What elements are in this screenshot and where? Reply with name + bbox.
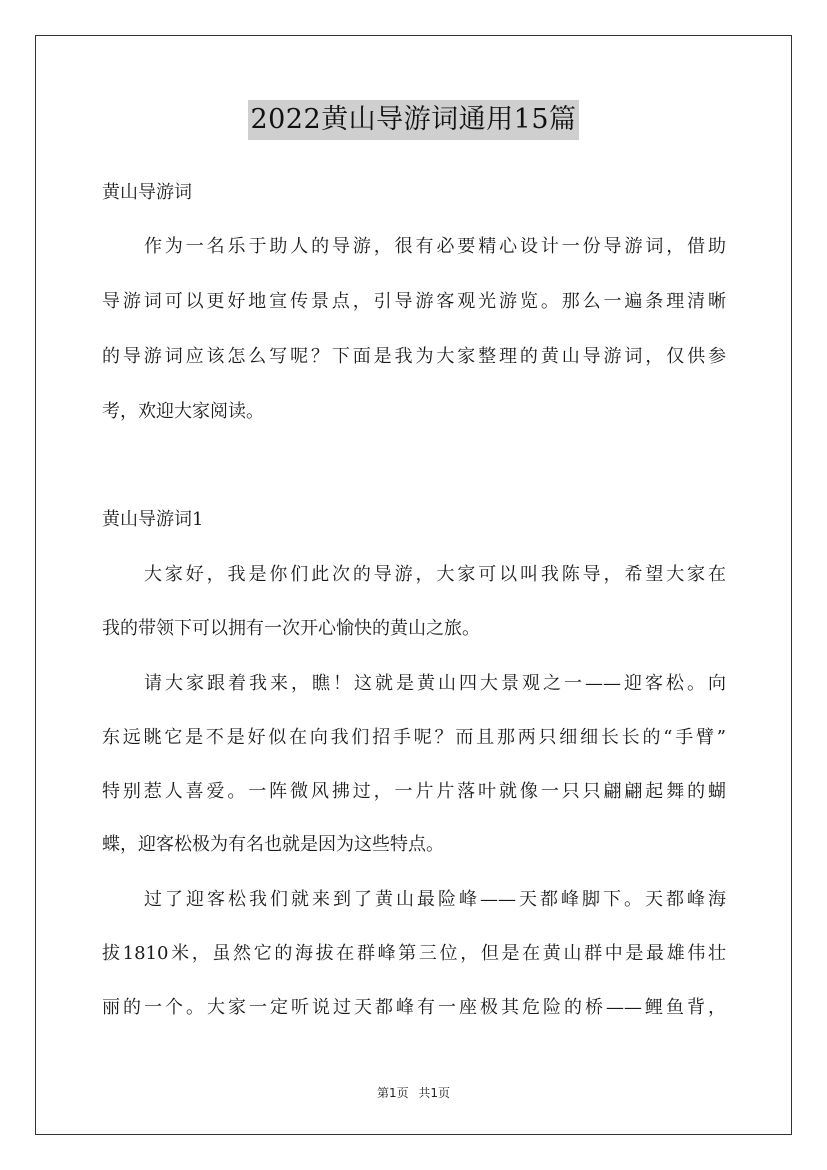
intro-line: 的导游词应该怎么写呢？下面是我为大家整理的黄山导游词，仅供参 <box>102 346 726 367</box>
body-line: 特别惹人喜爱。一阵微风拂过，一片片落叶就像一只只翩翩起舞的蝴 <box>102 781 726 802</box>
body-line: 请大家跟着我来，瞧！这就是黄山四大景观之一——迎客松。向 <box>144 673 726 694</box>
body-line: 大家好，我是你们此次的导游，大家可以叫我陈导，希望大家在 <box>144 564 726 585</box>
body-line: 拔1810米，虽然它的海拔在群峰第三位，但是在黄山群中是最雄伟壮 <box>102 943 726 964</box>
body-line: 蝶，迎客松极为有名也就是因为这些特点。 <box>102 834 444 855</box>
page-total: 共1页 <box>418 1086 451 1100</box>
title-container <box>0 100 827 140</box>
body-line: 东远眺它是不是好似在向我们招手呢？而且那两只细细长长的“手臂” <box>102 727 726 748</box>
intro-line: 导游词可以更好地宣传景点，引导游客观光游览。那么一遍条理清晰 <box>102 291 726 312</box>
body-line: 我的带领下可以拥有一次开心愉快的黄山之旅。 <box>102 618 480 639</box>
intro-line: 考，欢迎大家阅读。 <box>102 401 264 422</box>
page-footer <box>0 1084 827 1101</box>
body-line: 丽的一个。大家一定听说过天都峰有一座极其危险的桥——鲤鱼背， <box>102 997 726 1018</box>
page-number: 第1页 <box>376 1086 409 1100</box>
subheading: 黄山导游词1 <box>102 509 204 530</box>
intro-line: 作为一名乐于助人的导游，很有必要精心设计一份导游词，借助 <box>144 236 726 257</box>
section-heading: 黄山导游词 <box>102 182 192 203</box>
document-title: 2022黄山导游词通用15篇 <box>248 100 578 140</box>
body-line: 过了迎客松我们就来到了黄山最险峰——天都峰脚下。天都峰海 <box>144 889 726 910</box>
